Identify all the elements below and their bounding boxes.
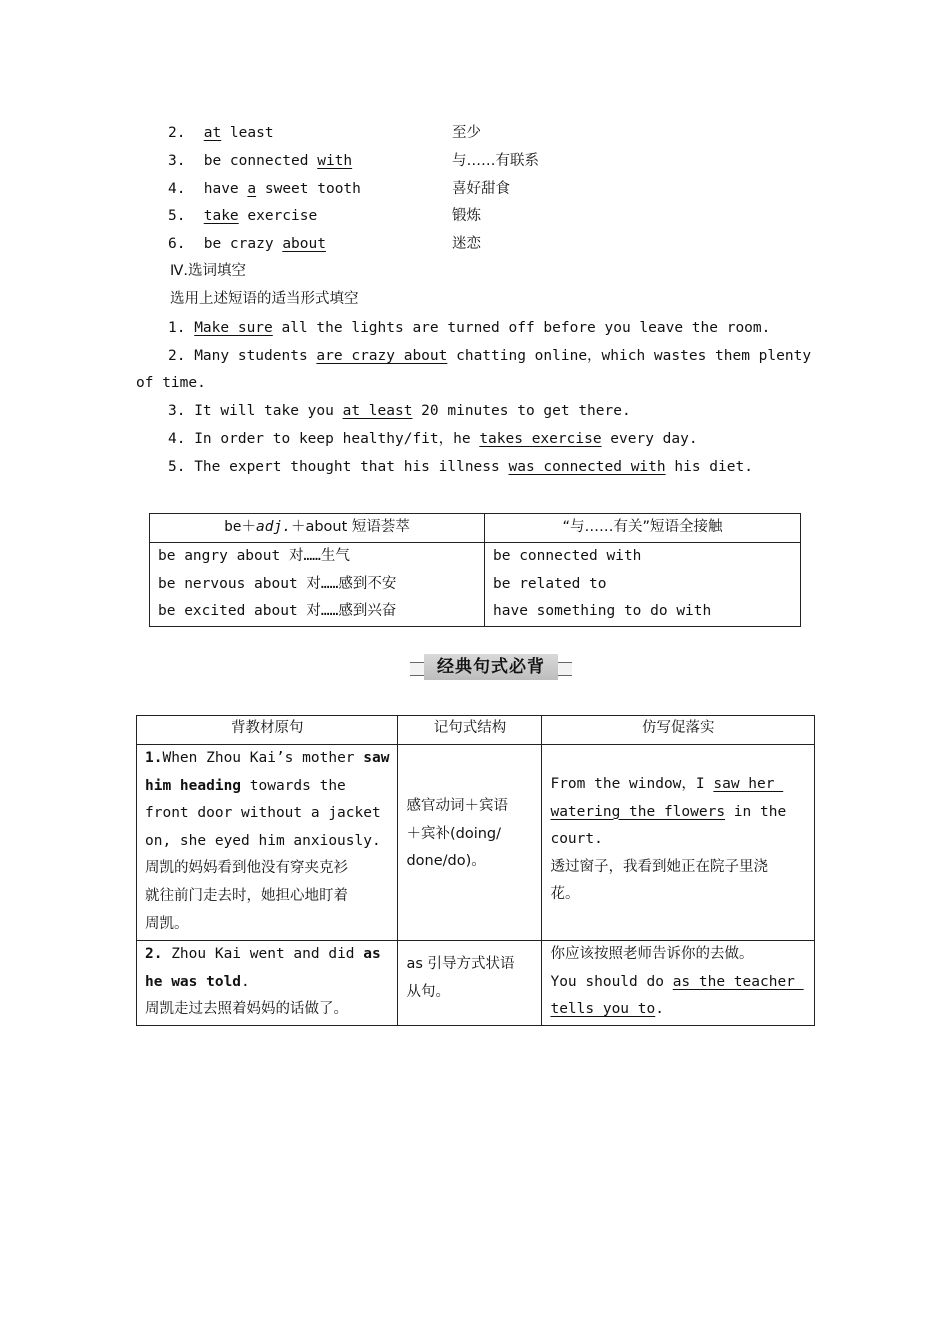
phrase-english: be connected with — [195, 153, 353, 169]
blank-answer: about — [282, 236, 326, 252]
phrase-english: take exercise — [203, 208, 318, 224]
sentence-item: 3. It will take you at least 20 minutes to get there. — [168, 403, 631, 419]
blank-answer: tells you to — [550, 1001, 656, 1018]
phrase-chinese: 与……有联系 — [452, 153, 539, 169]
table-line: be excited about 对……感到兴奋 — [158, 603, 397, 620]
section-banner — [410, 656, 572, 680]
table-header: 背教材原句 — [137, 716, 398, 745]
phrase-item — [0, 206, 950, 234]
sentence-pattern-table — [136, 715, 815, 1026]
blank-answer: watering the flowers — [550, 803, 726, 820]
banner-title: 经典句式必背 — [424, 654, 558, 680]
phrase-number: 3. — [168, 153, 186, 169]
phrase-number: 4. — [168, 181, 186, 197]
phrase-item — [0, 179, 950, 207]
phrase-chinese: 锻炼 — [452, 208, 481, 224]
table-line: be angry about 对……生气 — [158, 548, 350, 564]
blank-answer: take — [203, 208, 239, 224]
blank-answer: as the teacher — [672, 973, 804, 990]
phrase-chinese: 至少 — [452, 125, 481, 141]
table-header: 仿写促落实 — [542, 716, 815, 745]
phrase-english: be crazy about — [195, 236, 326, 252]
blank-answer: at — [203, 125, 222, 141]
blank-answer: a — [247, 181, 257, 197]
table-line: be nervous about 对……感到不安 — [158, 575, 397, 592]
blank-answer: Make sure — [194, 320, 273, 336]
phrase-number: 6. — [168, 236, 186, 252]
blank-answer: saw her — [713, 776, 784, 792]
blank-answer: with — [317, 153, 353, 169]
sentence-item: 4. In order to keep healthy/fit，he takes exercise every day. — [168, 431, 698, 447]
phrase-item — [0, 123, 950, 151]
blank-answer: was connected with — [508, 459, 666, 475]
sentence-item: 5. The expert thought that his illness was connected with his diet. — [168, 459, 753, 475]
section-heading: Ⅳ.选词填空 — [170, 263, 246, 279]
table-cell: 感官动词＋宾语 ＋宾补(doing/ done/do)。 — [398, 745, 542, 941]
table-header: 记句式结构 — [398, 716, 542, 745]
sentence-item: 2. Many students are crazy about chatting online，which wastes them plenty — [168, 348, 812, 364]
table-line: have something to do with — [493, 603, 712, 620]
table-header: “与……有关”短语全接触 — [485, 514, 801, 543]
sentence-continuation: of time. — [136, 375, 206, 391]
blank-answer: are crazy about — [316, 348, 448, 364]
phrase-item — [0, 151, 950, 179]
table-cell — [150, 543, 485, 627]
table-cell: 1.When Zhou Kai’s mother saw him heading towards the front door without a jacket on, she eyed him anxiously. 周凯的妈妈看到他没有穿夹克衫 就往前门走去时，她担心地盯着 周凯。 — [137, 745, 398, 941]
phrase-summary-table — [149, 513, 801, 627]
table-cell — [485, 543, 801, 627]
table-line: be connected with — [493, 548, 642, 564]
sentence-item: 1. Make sure all the lights are turned off before you leave the room. — [168, 320, 771, 336]
phrase-number: 5. — [168, 208, 186, 224]
table-header: be＋adj.＋about 短语荟萃 — [150, 514, 485, 543]
table-cell: as 引导方式状语 从句。 — [398, 941, 542, 1026]
phrase-number: 2. — [168, 125, 186, 141]
phrase-english: have a sweet tooth — [195, 181, 361, 197]
table-cell: 你应该按照老师告诉你的去做。 You should do as the teacher tells you to. — [542, 941, 815, 1026]
table-line: be related to — [493, 575, 607, 592]
section-instruction: 选用上述短语的适当形式填空 — [170, 291, 359, 307]
blank-answer: takes exercise — [479, 431, 602, 447]
phrase-chinese: 迷恋 — [452, 236, 481, 252]
phrase-english: at least — [203, 125, 274, 141]
phrase-item — [0, 234, 950, 262]
table-cell: From the window，I saw her watering the flowers in the court. 透过窗子，我看到她正在院子里浇 花。 — [542, 745, 815, 941]
table-cell: 2. Zhou Kai went and did as he was told. 周凯走过去照着妈妈的话做了。 — [137, 941, 398, 1026]
blank-answer: at least — [342, 403, 413, 419]
phrase-chinese: 喜好甜食 — [452, 181, 510, 197]
